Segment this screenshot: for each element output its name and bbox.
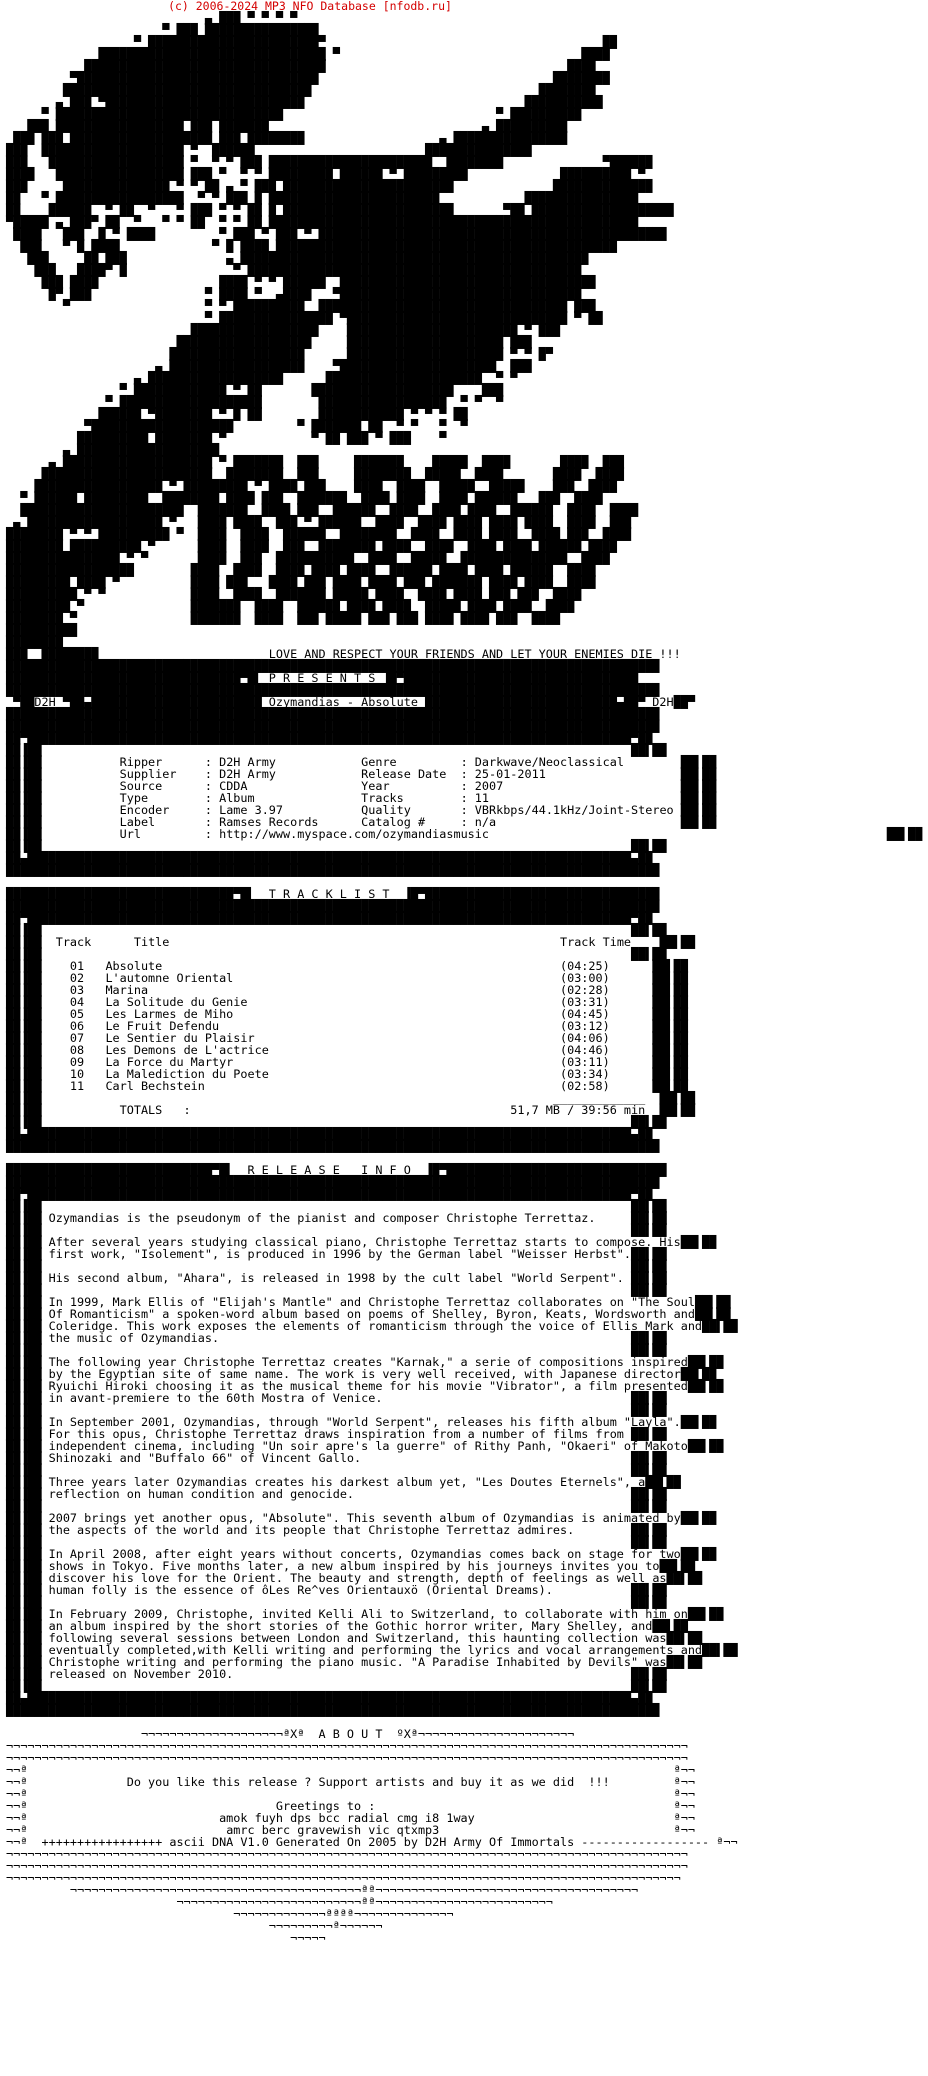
track-title: La Malediction du Poete [105,1067,560,1081]
track-row: ██▐██ 09 La Force du Martyr (03:11) ██▌██ [6,1055,688,1069]
release-info-line: ██▐██ Three years later Ozymandias creates his darkest album yet, "Les Doutes Eternels", a██▌██ [6,1475,681,1489]
edge: ª¬¬ [673,1763,695,1777]
info-label: Source [119,779,205,793]
track-number: 04 [69,995,106,1009]
logo-art-line: ▀█████ ▄ ███▀ ██ ▀ ▀ ▀ ██ ▀ ▀ ██ ████████████████████████████████████████████████████ [6,215,639,229]
release-info-line: ██▐██ human folly is the essence of ôLes Re^ves Orientauxö (Oriental Dreams). ██▌██ [6,1583,667,1597]
about-border: ¬¬¬¬¬¬¬¬¬¬¬¬¬¬¬¬¬¬¬¬¬¬¬¬¬¬¬¬¬¬¬¬¬¬¬¬¬¬¬¬¬¬¬¬¬¬¬¬¬¬¬¬¬¬¬¬¬¬¬¬¬¬¬¬¬¬¬¬¬¬¬¬¬¬¬¬¬¬¬¬¬¬¬¬¬¬¬¬¬¬¬¬¬¬¬¬ [6,1859,688,1873]
release-info-text: In 1999, Mark Ellis of "Elijah's Mantle" and Christophe Terrettaz collaborates on "The Soul [48,1295,695,1309]
tracklist-banner: ████████████████████████████████▀█▌ T R A C K L I S T ▐█▀█████████████████████████████████ [6,887,660,901]
logo-art-line: ██████ ▀████████ ▀ █ ██ ████████████ ▀ ▀ ▀ ██ [6,407,468,421]
tracklist-header: ██▐██ Track Title Track Time ██▌██ [6,935,695,949]
logo-art-line: ██ ██████ ▀ ██ ▀ ▀ ███ ▀ ▀ ██ █ ████████████████████████ ▀██ ████████████████████ [6,203,674,217]
logo-art-line: ████████████████ ▀ ▀ ████ ███ ███████████ ████ █████ ███████████████ ████ [6,551,610,565]
logo-art-line: ███ ███████████████████ ▀ ▀ ▀ ███ ███████████████████████ ████████ ▀██████ [6,155,653,169]
logo-art-line: ██████████ ▀ ▀ ████ ████ ███████ █████ ████ ████ ████ ███ ███ ████ [6,587,582,601]
info-value: VBRkbps/44.1kHz/Joint-Stereo [474,803,681,817]
logo-art-line: ▀ ████████████████████ ██████████████████ ▀ ▀ ▀ [6,395,504,409]
release-info-text: human folly is the essence of ôLes Re^ves Orientauxö (Oriental Dreams). [48,1583,632,1597]
logo-art-line: █████████ ▀ ███████ ████ ██████ ████ ████ █████ ████ ████ ████ [6,599,575,613]
logo-art-line: ████████████████████████████████ ▀ ████ [6,47,610,61]
track-row: ██▐██ 04 La Solitude du Genie (03:31) ██▌██ [6,995,688,1009]
track-title: Marina [105,983,560,997]
info-label: Catalog # [361,815,461,829]
release-info-text: Three years later Ozymandias creates his darkest album yet, "Les Doutes Eternels", a [48,1475,646,1489]
logo-art-line: ███ ████▀ █ ▀ ███████████████████████████████████████████████ [6,263,582,277]
release-info-text: 2007 brings yet another opus, "Absolute". This seventh album of Ozymandias is animated by [48,1511,681,1525]
info-value: Darkwave/Neoclassical [474,755,681,769]
edge: ¬¬ª [6,1787,28,1801]
info-label: Type [119,791,205,805]
release-info-text: His second album, "Ahara", is released in 1998 by the cult label "World Serpent". [48,1271,632,1285]
info-value: 11 [474,791,681,805]
logo-art-line: ████████ ██████████ ▀ ████ ████ ███ ████████ ████ ████ ████ ████ ██████ ████ [6,539,617,553]
release-info-line: ██▐██ Shinozaki and "Buffalo 66" of Vincent Gallo. ██▌██ [6,1451,667,1465]
info-label: Genre [361,755,461,769]
track-row: ██▐██ 05 Les Larmes de Miho (04:45) ██▌██ [6,1007,688,1021]
col-title: Title [133,935,560,949]
track-row: ██▐██ 08 Les Demons de L'actrice (04:46) ██▌██ [6,1043,688,1057]
release-info-line: ██▐██ In February 2009, Christophe, invited Kelli Ali to Switzerland, to collaborate with him on██▌██ [6,1607,724,1621]
logo-art-line: ██████████████████ ████████████████████████ ▀ ███ [6,323,560,337]
release-info-line: ██▐██ For this opus, Christophe Terrettaz draws inspiration from a number of films from ██▌██ [6,1427,667,1441]
release-info-text: discover his love for the Orient. The beauty and strength, depth of feelings as well as [48,1571,667,1585]
separator: ████████████████████████████████████████████████████████████████████████████████████████████ [6,899,660,913]
box-edge: ██▐██ ██▌██ [6,1223,667,1237]
rule: ██▐██ _____________ ██▌██ [6,1091,695,1105]
logo-art-line: ███ ███████████████ ▀ ▀ ██ ▄ ▀ ███ ████████████████████████ ██████████████ [6,179,653,193]
release-info-line: ██▐██ In 1999, Mark Ellis of "Elijah's Mantle" and Christophe Terrettaz collaborates on "The Soul██▌██ [6,1295,731,1309]
footer-text: +++++++++++++++++ ascii DNA V1.0 Generated On 2005 by D2H Army Of Immortals ------------------ [27,1835,717,1849]
logo-art-line: ▀ ████████████████████████████████ ▀ ██████████ [6,107,582,121]
release-info-text: the music of Ozymandias. [48,1331,632,1345]
separator: ████████████████████████████████████████████████████████████████████████████████████████████ [6,863,660,877]
logo-art-line: ███ ██ ███ ▄ █████████████████████████████████████████████████ [6,251,589,265]
separator: ████████████████████████████████████████████████████████████████████████████████████████████ [6,659,660,673]
box-edge: ██▐██ ██▌██ [6,1115,667,1129]
edge: ¬¬ª [6,1799,28,1813]
rule: _____________ [552,1091,646,1105]
release-info-line: ██▐██ released on November 2010. ██▌██ [6,1667,667,1681]
release-info-text: the aspects of the world and its people that Christophe Terrettaz admires. [48,1523,632,1537]
edge: ª¬¬ [716,1835,738,1849]
release-info-text: shows in Tokyo. Five months later, a new album inspired by his journeys invites you to [48,1559,660,1573]
logo-art-line: ████████ ▀ ███████ ████ ███ █████ ███ ███ ████ ████ ███ ████ [6,611,560,625]
release-info-text: by the Egyptian site of same name. The work is very well received, with Japanese director [48,1367,681,1381]
logo-art-line: ██████████████████ ▀ █████████ ▀ ████ ███ ████ ████ █████ █████ ███ ████ [6,479,617,493]
release-info-line: ██▐██ eventually completed,with Kelli writing and performing the lyrics and vocal arrangements and██▌██ [6,1643,738,1657]
logo-art-line: █████████ ████ ▀ ████ ███ ████ ███ ████ ████ ███ ███████ ████ ████ ████ [6,575,596,589]
logo-art-line: ███ ████ ████ ▀ ▀ ██████ ████████████████████████████████████ [6,275,596,289]
track-time: (03:12) [560,1019,632,1033]
info-row: ██▐██ Label : Ramses Records Catalog # : n/a ██▌██ [6,815,717,829]
box-edge: ██▐██ ██▌██ [6,1463,667,1477]
about-border: ¬¬¬¬¬¬¬¬¬¬¬¬¬¬¬¬¬¬¬¬¬¬¬¬¬¬¬¬¬¬¬¬¬¬¬¬¬¬¬¬¬¬¬¬¬¬¬¬¬¬¬¬¬¬¬¬¬¬¬¬¬¬¬¬¬¬¬¬¬¬¬¬¬¬¬¬¬¬¬¬¬¬¬¬¬¬¬¬¬¬¬¬¬¬¬¬ [6,1739,688,1753]
release-info-line: ██▐██ Coleridge. This work exposes the elements of romanticism through the voice of Ellis Mark and██▌██ [6,1319,738,1333]
bottom-fade-line: ¬¬¬¬¬¬¬¬¬¬¬¬¬ªªªª¬¬¬¬¬¬¬¬¬¬¬¬¬¬ [6,1907,454,1921]
logo-art-line: ▀ ████████████████████████▀ ██ [6,35,617,49]
bottom-fade-line: ¬¬¬¬¬ [6,1931,326,1945]
track-title: Les Demons de L'actrice [105,1043,560,1057]
release-info-line: ██▐██ first work, "Isolement", is produced in 1996 by the German label "Weisser Herbst".██▌██ [6,1247,667,1261]
logo-art-line: ▄ ███████████████████ ██████████████████████ ▀ ▀ [6,371,518,385]
info-label: Url [119,827,205,841]
release-info-line: ██▐██ Christophe writing and performing the piano music. "A Paradise Inhabited by Devils" was██▌██ [6,1655,703,1669]
logo-art-line: ███████████████████████ ███████ ████ ███ ██████ ████ ████ ████ ██████ ████ ████ [6,503,639,517]
logo-art-line: ▄ ████████████████████ [6,443,220,457]
logo-art-line: ████████████████████████ ████████ ███ ████████ █████ ████ ████ ████ [6,467,624,481]
logo-art-line: █▀ ███ ▀ ████ ▀ ▄████ ▀██████████████████████████████████ [6,287,582,301]
info-label: Release Date [361,767,461,781]
info-value: 2007 [474,779,681,793]
release-info-text: Ryuichi Hiroki choosing it as the musical theme for his movie "Vibrator", a film presented [48,1379,688,1393]
logo-art-line: ███████████████████ ██████████████████████ ███ [6,335,532,349]
release-info-text: In September 2001, Ozymandias, through "World Serpent", releases his fifth album "Layla". [48,1415,681,1429]
release-info-line: ██▐██ In April 2008, after eight years without concerts, Ozymandias comes back on stage for two██▌██ [6,1547,717,1561]
release-info-text: The following year Christophe Terrettaz creates "Karnak," a serie of compositions inspired [48,1355,688,1369]
box-edge: ██▐██ ██▌██ [6,1283,667,1297]
track-time: (04:25) [560,959,632,973]
release-info-text: Of Romanticism" a spoken-word album based on poems of Shelley, Byron, Keats, Wordsworth and [48,1307,695,1321]
box-border: ██▀█████████████████████████████████████████████████████████████████████████████████████▀██ [6,731,653,745]
track-number: 06 [69,1019,106,1033]
info-value: n/a [474,815,681,829]
release-info-line: ██▐██ the aspects of the world and its people that Christophe Terrettaz admires. ██▌██ [6,1523,667,1537]
about-banner: ¬¬¬¬¬¬¬¬¬¬¬¬¬¬¬¬¬¬¬¬ªXª A B O U T ºXª¬¬¬¬¬¬¬¬¬¬¬¬¬¬¬¬¬¬¬¬¬¬ [6,1727,575,1741]
logo-art-line: ▄ ███ ▀████████████████████████████ ███████████ [6,95,603,109]
release-info-line: ██▐██ In September 2001, Ozymandias, through "World Serpent", releases his fifth album "Layla".██▌██ [6,1415,717,1429]
info-value: Album [219,791,362,805]
release-info-line: ██▐██ reflection on human condition and genocide. ██▌██ [6,1487,667,1501]
release-info-text: Coleridge. This work exposes the elements of romanticism through the voice of Ellis Mark and [48,1319,703,1333]
logo-art-line: ▀ ██████ █████████ ████████ ████ ███ ███████ ████ ████ ████ ██████ ███ ████ [6,491,603,505]
release-info-line: ██▐██ an album inspired by the short stories of the Gothic horror writer, Mary Shelley, and██▌██ [6,1619,688,1633]
release-info-line: ██▐██ Ozymandias is the pseudonym of the pianist and composer Christophe Terrettaz. ██▌██ [6,1211,667,1225]
greetings-list: amok fuyh dps bcc radial cmg i8 1way [219,1811,674,1825]
box-edge: ██▐██ ██▌██ [6,923,667,937]
logo-art-line: ▄ ███████████████████ ▀ ████ ████ ███ ▀ ██████ ████ ████ ████ ████ ████ ████ ███ [6,515,632,529]
box-border: ██▀█████████████████████████████████████████████████████████████████████████████████████▀██ [6,1187,653,1201]
track-time: (04:06) [560,1031,632,1045]
release-info-text: Shinozaki and "Buffalo 66" of Vincent Gallo. [48,1451,632,1465]
greetings-list: amrc berc gravewish vic qtxmp3 [226,1823,674,1837]
release-info-line: ██▐██ His second album, "Ahara", is released in 1998 by the cult label "World Serpent". ██▌██ [6,1271,667,1285]
info-value: CDDA [219,779,362,793]
logo-art-line: ▀ ▀ ▀ ██████████ ███████████████████████████████████ ███ [6,299,596,313]
track-time: (04:46) [560,1043,632,1057]
release-info-line: ██▐██ in avant-premiere to the 60th Mostra of Venice. ██▌██ [6,1391,667,1405]
release-info-line: ██▐██ Of Romanticism" a spoken-word album based on poems of Shelley, Byron, Keats, Wordsworth and██▌██ [6,1307,731,1321]
info-value: Lame 3.97 [219,803,362,817]
track-time: (02:58) [560,1079,632,1093]
track-row: ██▐██ 02 L'automne Oriental (03:00) ██▌██ [6,971,688,985]
logo-art-line: ██████████████████████████████████ ████ [6,59,596,73]
info-label: Tracks [361,791,461,805]
track-row: ██▐██ 03 Marina (02:28) ██▌██ [6,983,688,997]
info-value: D2H Army [219,767,362,781]
box-edge: ██▐██ ██▌██ [6,1259,667,1273]
info-row: ██▐██ Type : Album Tracks : 11 ██▌██ [6,791,717,805]
info-label: Quality [361,803,461,817]
box-edge: ██▐██ ██▌██ [6,1199,667,1213]
logo-art-line: ▀ █████████████ ▀ ██ ████████████████████ ███ [6,383,504,397]
logo-art-line: ▄ ███████████████████ ▀██████████████████████ ███ [6,359,532,373]
totals-label: TOTALS : [119,1103,461,1117]
logo-art-line: ██████████████████ ████ ████ ████ ████ ████ ██████ ████ ████ ██████ ████ [6,563,596,577]
bottom-fade-line: ¬¬¬¬¬¬¬¬¬¬¬¬¬¬¬¬¬¬¬¬¬¬¬¬¬¬ªª¬¬¬¬¬¬¬¬¬¬¬¬¬¬¬¬¬¬¬¬¬¬¬¬¬ [6,1895,553,1909]
track-title: La Solitude du Genie [105,995,560,1009]
release-info-text: independent cinema, including "Un soir apre's la guerre" of Rithy Panh, "Okaeri" of Makoto [48,1439,688,1453]
track-title: Le Sentier du Plaisir [105,1031,560,1045]
info-label: Ripper [119,755,205,769]
track-title: Carl Bechstein [105,1079,560,1093]
col-track: Track [55,935,134,949]
box-edge: ██▐██ ██▌██ [6,1343,667,1357]
info-value: D2H Army [219,755,362,769]
track-number: 08 [69,1043,106,1057]
logo-art-line: ▀ ████████████████ ▀███████████████████████████████ ▀ ██ [6,311,603,325]
logo-art-line: ████ ██████████████████ ███ ▀ ▀ ▀ █████████ ██████ ▀ █████████ ██████████ ▀ [6,167,646,181]
edge: ¬¬ª [6,1811,28,1825]
box-border: ██▄█████████████████████████████████████████████████████████████████████████████████████▄██ [6,1691,653,1705]
release-info-line: ██▐██ Ryuichi Hiroki choosing it as the musical theme for his movie "Vibrator", a film presented██▌██ [6,1379,724,1393]
track-title: Absolute [105,959,560,973]
totals-row: ██▐██ TOTALS : 51,7 MB / 39:56 min ██▌██ [6,1103,695,1117]
track-number: 11 [69,1079,106,1093]
logo-art-line: ███ ▀ █ ████ ▀ █ ████ ████████████████████████████████████████████████ [6,239,617,253]
box-border: ██▄█████████████████████████████████████████████████████████████████████████████████████▄██ [6,851,653,865]
box-edge: ██▐██ ██▌██ [6,1403,667,1417]
info-label: Year [361,779,461,793]
box-border: ██▀█████████████████████████████████████████████████████████████████████████████████████▀██ [6,911,653,925]
release-info-text: In April 2008, after eight years without concerts, Ozymandias comes back on stage for two [48,1547,681,1561]
info-row: ██▐██ Ripper : D2H Army Genre : Darkwave/Neoclassical ██▌██ [6,755,717,769]
track-number: 01 [69,959,106,973]
release-info-text: first work, "Isolement", is produced in 1996 by the German label "Weisser Herbst". [48,1247,632,1261]
logo-art-line: ████████ ▀ ▀ ██████████ ▀ ████ ████ ██████ ████████ ████ ████ ████ ████ ███ ████ [6,527,632,541]
track-title: Les Larmes de Miho [105,1007,560,1021]
box-edge: ██▐██ ██▌██ [6,1595,667,1609]
box-edge: ██▐██ ██▌██ [6,839,667,853]
track-row: ██▐██ 11 Carl Bechstein (02:58) ██▌██ [6,1079,688,1093]
release-info-banner: █████████████████████████████▀█▌ R E L E A S E I N F O ▐█▀███████████████████████████████ [6,1163,667,1177]
track-title: La Force du Martyr [105,1055,560,1069]
totals-value: 51,7 MB / 39:56 min [460,1103,646,1117]
about-border: ¬¬¬¬¬¬¬¬¬¬¬¬¬¬¬¬¬¬¬¬¬¬¬¬¬¬¬¬¬¬¬¬¬¬¬¬¬¬¬¬¬¬¬¬¬¬¬¬¬¬¬¬¬¬¬¬¬¬¬¬¬¬¬¬¬¬¬¬¬¬¬¬¬¬¬¬¬¬¬¬¬¬¬¬¬¬¬¬¬¬¬¬¬¬¬¬ [6,1751,688,1765]
separator: ████████████████████████████████████████████████████████████████████████████████████████████ [6,683,660,697]
release-info-line: ██▐██ by the Egyptian site of same name. The work is very well received, with Japanese director██▌██ [6,1367,717,1381]
logo-art-line: ▀ ███ ████████████████ [6,23,319,37]
logo-art-line: ██████████ [6,623,78,637]
box-border: ██▄█████████████████████████████████████████████████████████████████████████████████████▄██ [6,1127,653,1141]
release-info-text: Ozymandias is the pseudonym of the pianist and composer Christophe Terrettaz. [48,1211,632,1225]
info-row: ██▐██ Source : CDDA Year : 2007 ██▌██ [6,779,717,793]
separator: ████████████████████████████████████████████████████████████████████████████████████████████ [6,1175,660,1189]
logo-art-line: ███ ████████████████████ ▀ ██████ ███████████████ [6,143,532,157]
track-time: (04:45) [560,1007,632,1021]
release-info-line: ██▐██ After several years studying classical piano, Christophe Terrettaz starts to compose. His██▌██ [6,1235,717,1249]
edge: ª¬¬ [673,1811,695,1825]
bottom-fade-line: ¬¬¬¬¬¬¬¬¬ª¬¬¬¬¬¬ [6,1919,383,1933]
col-time: Track Time [560,935,660,949]
edge: ¬¬ª [6,1763,28,1777]
edge: ¬¬ª [6,1835,28,1849]
greetings-title: Greetings to : [275,1799,674,1813]
info-value: Ramses Records [219,815,362,829]
release-info-text: released on November 2010. [48,1667,632,1681]
logo-art-line: ████████ [6,635,63,649]
info-label: Encoder [119,803,205,817]
separator: ████████████████████████████████████████████████████████████████████████████████████████████ [6,1703,660,1717]
bottom-fade-line: ¬¬¬¬¬¬¬¬¬¬¬¬¬¬¬¬¬¬¬¬¬¬¬¬¬¬¬¬¬¬¬¬¬¬¬¬¬¬¬¬¬¬¬¬¬¬¬¬¬¬¬¬¬¬¬¬¬¬¬¬¬¬¬¬¬¬¬¬¬¬¬¬¬¬¬¬¬¬¬¬¬¬¬¬¬¬¬¬¬¬¬¬¬¬¬ [6,1871,681,1885]
release-info-text: an album inspired by the short stories of the Gothic horror writer, Mary Shelley, and [48,1619,653,1633]
box-edge: ██▐██ ██▌██ [6,743,667,757]
track-row: ██▐██ 10 La Malediction du Poete (03:34) ██▌██ [6,1067,688,1081]
release-info-text: following several sessions between London and Switzerland, this haunting collection was [48,1631,667,1645]
edge: ¬¬ª [6,1823,28,1837]
box-edge: ██▐██ ██▌██ [6,1535,667,1549]
track-number: 02 [69,971,106,985]
release-info-text: in avant-premiere to the 60th Mostra of Venice. [48,1391,632,1405]
track-title: Le Fruit Defendu [105,1019,560,1033]
release-info-text: For this opus, Christophe Terrettaz draws inspiration from a number of films from [48,1427,632,1441]
box-edge: ██▐██ ██▌██ [6,947,667,961]
separator: ████████████████████████████████████████████████████████████████████████████████████████████ [6,1139,660,1153]
bottom-fade-line: ¬¬¬¬¬¬¬¬¬¬¬¬¬¬¬¬¬¬¬¬¬¬¬¬¬¬¬¬¬¬¬¬¬¬¬¬¬¬¬¬¬ªª¬¬¬¬¬¬¬¬¬¬¬¬¬¬¬¬¬¬¬¬¬¬¬¬¬¬¬¬¬¬¬¬¬¬¬¬¬ [6,1883,639,1897]
track-row: ██▐██ 06 Le Fruit Defendu (03:12) ██▌██ [6,1019,688,1033]
logo-art-line: ███████████████████████████████████ ████████ [6,83,596,97]
info-row: ██▐██ Supplier : D2H Army Release Date : 25-01-2011 ██▌██ [6,767,717,781]
track-number: 09 [69,1055,106,1069]
edge: ª¬¬ [673,1787,695,1801]
track-number: 10 [69,1067,106,1081]
track-row: ██▐██ 01 Absolute (04:25) ██▌██ [6,959,688,973]
info-value: 25-01-2011 [474,767,681,781]
logo-art-line: ████ ███ █ ▀ ████ ▀ ███ ▀ ███ ▀ █████████████████████████████████████████████████ [6,227,667,241]
track-time: (03:00) [560,971,632,985]
release-info-line: ██▐██ shows in Tokyo. Five months later, a new album inspired by his journeys invites you to██▌██ [6,1559,695,1573]
release-info-text: Christophe writing and performing the piano music. "A Paradise Inhabited by Devils" was [48,1655,667,1669]
logo-art-line: ███ ███ ████████████████████ ███ ████████ ▄ ████████████████ [6,131,568,145]
logo-art-line: ███████████████████ ██████████████████████ ▀ ▀ █▀ [6,347,553,361]
track-time: (03:34) [560,1067,632,1081]
release-info-line: ██▐██ the music of Ozymandias. ██▌██ [6,1331,667,1345]
track-number: 03 [69,983,106,997]
nfodb-credit: (c) 2006-2024 MP3 NFO Database [nfodb.ru] [168,0,452,13]
logo-art-line: ██ ▀ ██████████████████ ▀ ▀ ███ █ ████████████████████████ ████████████████ [6,191,639,205]
info-label: Label [119,815,205,829]
track-row: ██▐██ 07 Le Sentier du Plaisir (04:06) ██▌██ [6,1031,688,1045]
logo-art-line: ███ ██████████████████ ███ ███████ ▄ ██████████ [6,119,568,133]
logo-art-line: ▀██████████████████████████████████ ████████ [6,71,610,85]
release-info-text: reflection on human condition and genocide. [48,1487,632,1501]
release-info-line: ██▐██ 2007 brings yet another opus, "Absolute". This seventh album of Ozymandias is animated by██▌██ [6,1511,717,1525]
info-value: http://www.myspace.com/ozymandiasmusic [219,827,575,841]
logo-art-line: ██████████ ████████ ▀ ▀ ██ ███ ▀ ███ ▀ [6,431,447,445]
separator: ████████████████████████████████████████████████████████████████████████████████████████████ [6,719,660,733]
track-title: L'automne Oriental [105,971,560,985]
presents-banner: █████████████████████████████████▀█▌ P R E S E N T S ▐█▀█████████████████████████████████ [6,671,639,685]
track-time: (02:28) [560,983,632,997]
support-text: Do you like this release ? Support artists and buy it as we did !!! [126,1775,674,1789]
about-border: ¬¬¬¬¬¬¬¬¬¬¬¬¬¬¬¬¬¬¬¬¬¬¬¬¬¬¬¬¬¬¬¬¬¬¬¬¬¬¬¬¬¬¬¬¬¬¬¬¬¬¬¬¬¬¬¬¬¬¬¬¬¬¬¬¬¬¬¬¬¬¬¬¬¬¬¬¬¬¬¬¬¬¬¬¬¬¬¬¬¬¬¬¬¬¬¬ [6,1847,688,1861]
nfo-document [6,11,923,1945]
edge: ¬¬ª [6,1775,28,1789]
info-row: ██▐██ Encoder : Lame 3.97 Quality : VBRkbps/44.1kHz/Joint-Stereo ██▌██ [6,803,717,817]
release-info-line: ██▐██ discover his love for the Orient. The beauty and strength, depth of feelings as well as██▌██ [6,1571,703,1585]
logo-art-line: ▄ ███ ▀ ▀ ▀ ▀ [6,11,298,25]
release-info-text: After several years studying classical piano, Christophe Terrettaz starts to compose. His [48,1235,681,1249]
release-info-line: ██▐██ following several sessions between London and Switzerland, this haunting collection was██▌██ [6,1631,703,1645]
box-edge: ██▐██ ██▌██ [6,1679,667,1693]
logo-art-line: ▀████████████████████ ▀ ███████ ██ ▀ ▀ ▀ ▀ [6,419,468,433]
release-info-text: In February 2009, Christophe, invited Kelli Ali to Switzerland, to collaborate with him on [48,1607,688,1621]
info-label: Supplier [119,767,205,781]
motto-line: ███ ████████ LOVE AND RESPECT YOUR FRIENDS AND LET YOUR ENEMIES DIE !!! [6,647,681,661]
track-number: 05 [69,1007,106,1021]
separator: ████████████████████████████████████████████████████████████████████████████████████████████ [6,707,660,721]
release-title-bar: ▀██D2H ▀██▄████████████████████████ Ozymandias - Absolute ███████████████████████████▄██▀ D2H██▀ [6,695,695,709]
info-row: ██▐██ Url : http://www.myspace.com/ozymandiasmusic ██▌██ [6,827,923,841]
track-number: 07 [69,1031,106,1045]
release-info-text: eventually completed,with Kelli writing and performing the lyrics and vocal arrangements and [48,1643,703,1657]
release-info-line: ██▐██ independent cinema, including "Un soir apre's la guerre" of Rithy Panh, "Okaeri" of Makoto██▌██ [6,1439,724,1453]
release-info-line: ██▐██ The following year Christophe Terrettaz creates "Karnak," a serie of compositions inspired██▌██ [6,1355,724,1369]
logo-art-line: ▄ █████████████████████ ▀ ███████ ███ ███████ █████ ████ ████ ███ [6,455,624,469]
edge: ª¬¬ [673,1823,695,1837]
edge: ª¬¬ [673,1775,695,1789]
track-time: (03:11) [560,1055,632,1069]
box-edge: ██▐██ ██▌██ [6,1499,667,1513]
track-time: (03:31) [560,995,632,1009]
edge: ª¬¬ [673,1799,695,1813]
